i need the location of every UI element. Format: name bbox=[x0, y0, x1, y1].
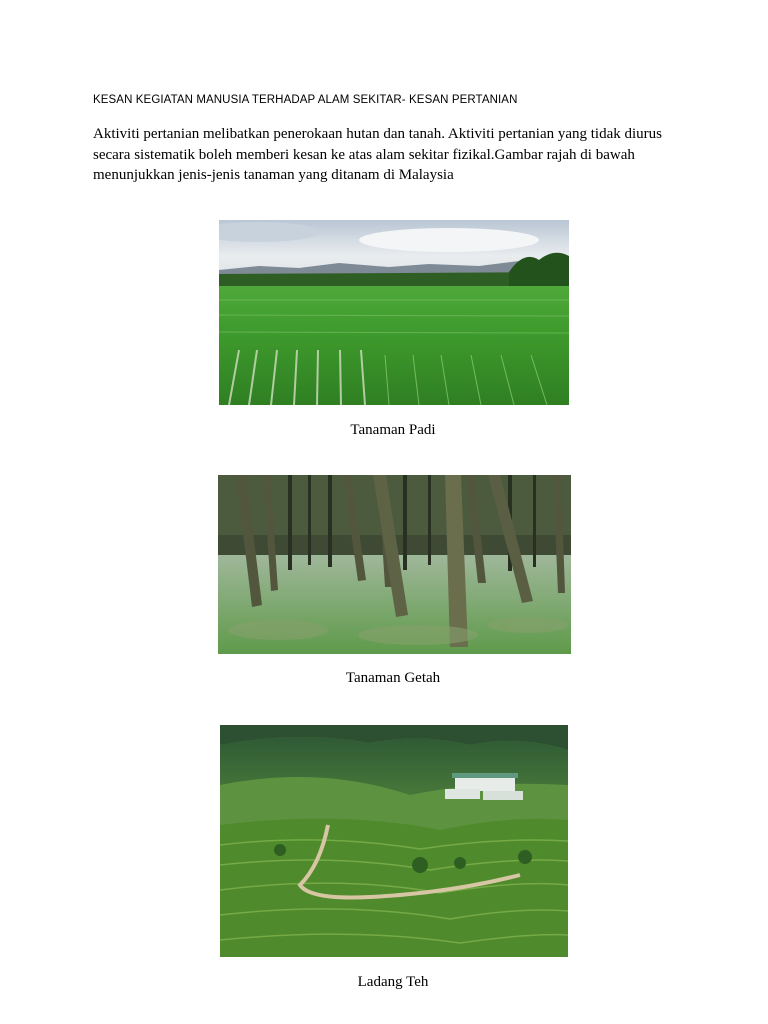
rubber-plantation-photo bbox=[218, 475, 571, 654]
paddy-field-photo bbox=[219, 220, 569, 405]
document-heading: KESAN KEGIATAN MANUSIA TERHADAP ALAM SEKITAR- KESAN PERTANIAN bbox=[93, 94, 518, 106]
tea-plantation-image bbox=[220, 725, 568, 957]
tea-plantation-photo bbox=[220, 725, 568, 957]
paragraph-line: Aktiviti pertanian melibatkan penerokaan hutan dan tanah. Aktiviti pertanian yang tidak diurus bbox=[93, 126, 663, 142]
figure-caption-padi: Tanaman Padi bbox=[350, 422, 436, 438]
paragraph-line: menunjukkan jenis-jenis tanaman yang ditanam di Malaysia bbox=[93, 167, 454, 183]
figure-caption-getah: Tanaman Getah bbox=[345, 670, 441, 686]
intro-paragraph bbox=[93, 124, 713, 186]
figure-caption-teh: Ladang Teh bbox=[357, 974, 429, 990]
rubber-plantation-image bbox=[218, 475, 571, 654]
paragraph-line: secara sistematik boleh memberi kesan ke atas alam sekitar fizikal.Gambar rajah di bawah bbox=[93, 146, 635, 163]
paddy-field-image bbox=[219, 220, 569, 405]
